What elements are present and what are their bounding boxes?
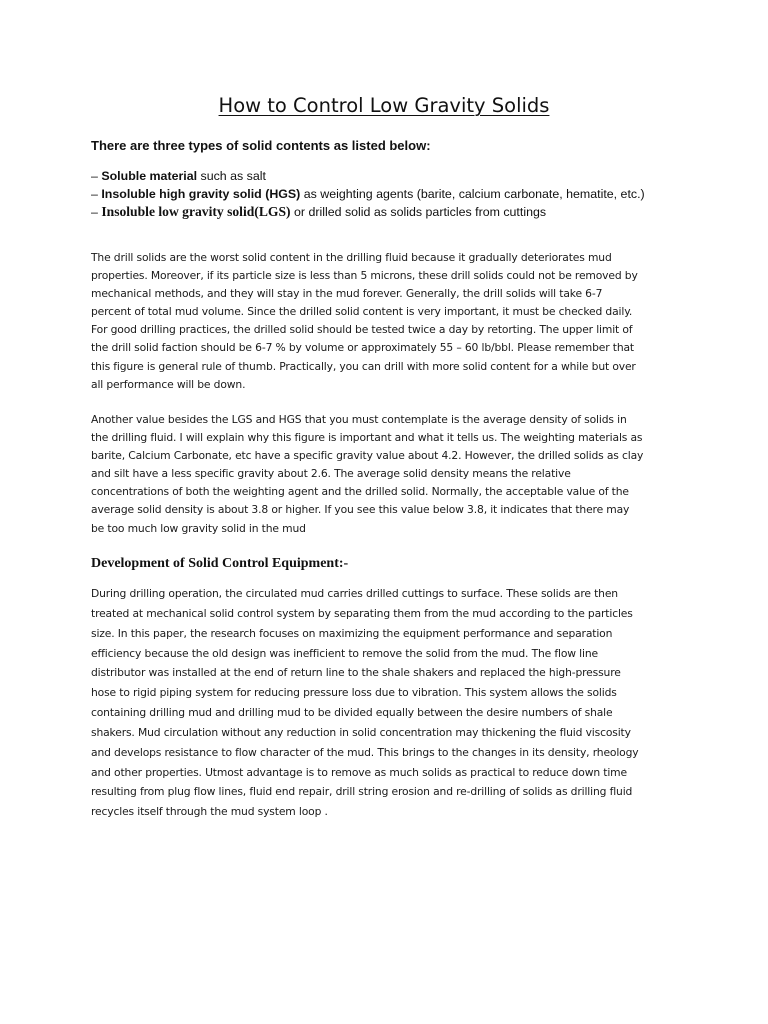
solid-type-name: Soluble material xyxy=(101,169,198,183)
paragraph-line: the drill solid faction should be 6-7 % by volume or approximately 55 – 60 lb/bbl. Please remember that xyxy=(91,341,634,355)
paragraph-line: shakers. Mud circulation without any reduction in solid concentration may thickening the fluid viscosity xyxy=(91,725,631,739)
paragraph-line: The drill solids are the worst solid content in the drilling fluid because it gradually deteriorates mud xyxy=(91,251,612,264)
paragraph-line: efficiency because the old design was inefficient to remove the solid from the mud. The flow line xyxy=(91,646,598,660)
paragraph-line: mechanical methods, and they will stay in the mud forever. Generally, the drill solids will take 6-7 xyxy=(91,287,603,301)
list-dash: – xyxy=(91,169,102,183)
paragraph-drill-solids xyxy=(91,249,691,394)
paragraph-line: this figure is general rule of thumb. Practically, you can drill with more solid content for a while but over xyxy=(91,359,636,373)
paragraph-line: and develops resistance to flow character of the mud. This brings to the changes in its density, rheology xyxy=(91,745,639,759)
paragraph-line: containing drilling mud and drilling mud to be divided equally between the desire numbers of shale xyxy=(91,706,613,720)
list-dash: – xyxy=(91,187,102,201)
solid-type-name: Insoluble high gravity solid (HGS) xyxy=(101,187,301,201)
paragraph-line: Another value besides the LGS and HGS that you must contemplate is the average density of solids in xyxy=(91,413,627,426)
list-dash: – xyxy=(91,205,102,219)
paragraph-line: and other properties. Utmost advantage is to remove as much solids as practical to reduce down time xyxy=(91,765,627,779)
paragraph-line: be too much low gravity solid in the mud xyxy=(91,521,306,535)
document-title: How to Control Low Gravity Solids xyxy=(218,94,550,117)
paragraph-line: recycles itself through the mud system loop . xyxy=(91,805,328,819)
solid-type-name: Insoluble low gravity solid(LGS) xyxy=(101,204,291,219)
paragraph-line: and silt have a less specific gravity about 2.6. The average solid density means the relative xyxy=(91,467,571,481)
paragraph-solid-control xyxy=(91,584,691,822)
paragraph-line: concentrations of both the weighting agent and the drilled solid. Normally, the acceptable value of the xyxy=(91,485,629,499)
paragraph-line: distributor was installed at the end of return line to the shale shakers and replaced the high-pressure xyxy=(91,666,621,680)
solid-type-description: as weighting agents (barite, calcium carbonate, hematite, etc.) xyxy=(300,187,645,201)
solid-type-item xyxy=(91,185,645,203)
intro-text: There are three types of solid contents as listed below: xyxy=(91,138,431,153)
paragraph-line: all performance will be down. xyxy=(91,377,246,391)
paragraph-line: For good drilling practices, the drilled solid should be tested twice a day by retorting. The upper limit of xyxy=(91,323,633,337)
solid-type-item xyxy=(91,203,645,221)
paragraph-line: percent of total mud volume. Since the drilled solid content is very important, it must be checked daily. xyxy=(91,305,633,319)
paragraph-line: size. In this paper, the research focuses on maximizing the equipment performance and separation xyxy=(91,626,613,640)
solid-type-description: or drilled solid as solids particles from cuttings xyxy=(290,205,547,219)
paragraph-line: resulting from plug flow lines, fluid end repair, drill string erosion and re-drilling of solids as drilling fluid xyxy=(91,785,633,799)
paragraph-line: the drilling fluid. I will explain why this figure is important and what it tells us. The weighting materials as xyxy=(91,431,643,445)
solid-type-description: such as salt xyxy=(197,169,266,183)
paragraph-line: treated at mechanical solid control system by separating them from the mud according to the particles xyxy=(91,606,633,620)
paragraph-line: During drilling operation, the circulated mud carries drilled cuttings to surface. These solids are then xyxy=(91,587,618,600)
solid-types-list xyxy=(91,167,645,221)
paragraph-line: average solid density is about 3.8 or higher. If you see this value below 3.8, it indicates that there may xyxy=(91,503,630,517)
section-heading: Development of Solid Control Equipment:- xyxy=(91,556,349,571)
paragraph-line: barite, Calcium Carbonate, etc have a specific gravity value about 4.2. However, the drilled solids as clay xyxy=(91,449,644,463)
paragraph-line: hose to rigid piping system for reducing pressure loss due to vibration. This system allows the solids xyxy=(91,686,617,700)
paragraph-average-density xyxy=(91,411,691,538)
paragraph-line: properties. Moreover, if its particle size is less than 5 microns, these drill solids could not be removed by xyxy=(91,269,638,283)
solid-type-item xyxy=(91,167,645,185)
